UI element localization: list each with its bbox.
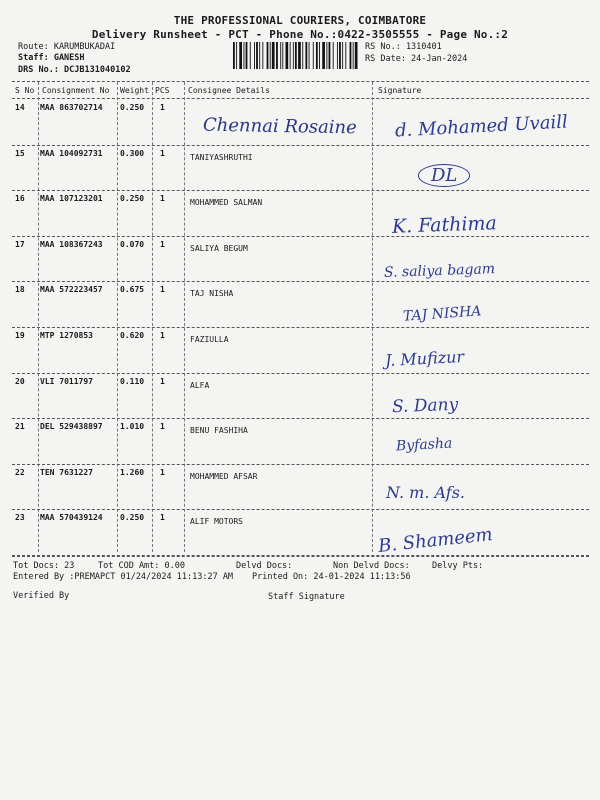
pieces-count: 1 (160, 376, 165, 386)
serial-number: 18 (15, 285, 25, 295)
serial-number: 23 (15, 513, 25, 523)
consignee-name: MOHAMMED AFSAR (190, 471, 258, 481)
col-weight-header: Weight (120, 86, 149, 95)
consignee-name: BENU FASHIHA (190, 426, 248, 436)
pieces-count: 1 (160, 148, 165, 158)
serial-number: 22 (15, 467, 25, 477)
col-divider (184, 82, 185, 552)
recipient-signature: K. Fathima (391, 212, 498, 239)
col-divider (117, 82, 118, 552)
weight-value: 0.675 (120, 285, 145, 295)
rs-date: RS Date: 24-Jan-2024 (365, 54, 468, 64)
consignment-number: MAA 107123201 (40, 194, 103, 204)
total-cod-amount: Tot COD Amt: 0.00 (98, 561, 185, 571)
route-label: Route: KARUMBUKADAI (18, 42, 116, 52)
consignee-name: SALIYA BEGUM (190, 243, 248, 253)
barcode (232, 42, 358, 69)
weight-value: 0.620 (120, 331, 145, 340)
serial-number: 16 (15, 194, 25, 204)
weight-value: 0.250 (120, 513, 145, 523)
row-separator (12, 418, 589, 419)
pieces-count: 1 (160, 285, 165, 295)
serial-number: 15 (15, 148, 25, 158)
consignment-number: MAA 863702714 (40, 103, 103, 112)
recipient-signature: S. saliya bagam (383, 260, 496, 281)
consignee-name: ALFA (190, 380, 210, 390)
footer-rule (12, 556, 589, 557)
drs-number: DRS No.: DCJB131040102 (18, 65, 131, 75)
pieces-count: 1 (160, 239, 165, 249)
row-separator (12, 145, 589, 146)
header-top-rule (12, 81, 589, 82)
recipient-signature: Byfasha (395, 435, 453, 455)
pieces-count: 1 (160, 194, 165, 204)
handwritten-consignee: Chennai Rosaine (202, 114, 357, 139)
delivery-points: Delvy Pts: (432, 561, 484, 571)
serial-number: 14 (15, 103, 25, 112)
row-separator (12, 190, 589, 191)
recipient-signature: TAJ NISHA (402, 303, 482, 326)
consignment-number: MTP 1270853 (40, 331, 93, 340)
weight-value: 0.250 (120, 103, 145, 112)
col-divider (372, 82, 373, 552)
row-separator (12, 373, 589, 374)
col-divider (38, 82, 39, 552)
weight-value: 0.300 (120, 148, 145, 158)
consignment-number: MAA 570439124 (40, 513, 103, 523)
col-pcs-header: PCS (155, 86, 170, 95)
row-separator (12, 236, 589, 237)
pieces-count: 1 (160, 103, 165, 112)
runsheet-subtitle: Delivery Runsheet - PCT - Phone No.:0422-3505555 - Page No.:2 (91, 28, 509, 41)
row-separator (12, 327, 589, 328)
delivered-docs: Delvd Docs: (236, 561, 293, 571)
entered-by: Entered By :PREMAPCT 01/24/2024 11:13:27 AM (13, 572, 234, 582)
weight-value: 0.250 (120, 194, 145, 204)
consignment-number: MAA 104092731 (40, 148, 103, 158)
consignment-number: MAA 572223457 (40, 285, 103, 295)
recipient-signature: DL (418, 164, 470, 187)
weight-value: 1.010 (120, 422, 145, 432)
total-docs: Tot Docs: 23 (13, 561, 75, 571)
staff-label: Staff: GANESH (18, 53, 85, 63)
col-divider (152, 82, 153, 552)
recipient-signature: B. Shameem (377, 524, 494, 558)
col-consignment-header: Consignment No (42, 86, 110, 95)
row-separator (12, 509, 589, 510)
rs-number: RS No.: 1310401 (365, 42, 442, 52)
verified-by-label: Verified By (13, 591, 70, 601)
non-delivered-docs: Non Delvd Docs: (333, 561, 410, 571)
pieces-count: 1 (160, 422, 165, 432)
serial-number: 17 (15, 239, 25, 249)
serial-number: 21 (15, 422, 25, 432)
weight-value: 0.110 (120, 376, 145, 386)
printed-on: Printed On: 24-01-2024 11:13:56 (252, 572, 411, 582)
consignment-number: TEN 7631227 (40, 467, 93, 477)
col-sno-header: S No (15, 86, 35, 95)
company-name: THE PROFESSIONAL COURIERS, COIMBATORE (173, 14, 427, 27)
consignment-number: VLI 7011797 (40, 376, 93, 386)
header-bottom-rule (12, 98, 589, 99)
pieces-count: 1 (160, 513, 165, 523)
row-separator (12, 464, 589, 465)
recipient-signature: d. Mohamed Uvaill (394, 111, 569, 142)
consignment-number: DEL 529438897 (40, 422, 103, 432)
serial-number: 19 (15, 331, 25, 340)
consignment-number: MAA 108367243 (40, 239, 103, 249)
row-separator (12, 281, 589, 282)
staff-signature-label: Staff Signature (268, 592, 345, 602)
consignee-name: TANIYASHRUTHI (190, 152, 253, 162)
consignee-name: FAZIULLA (190, 335, 229, 344)
weight-value: 1.260 (120, 467, 145, 477)
weight-value: 0.070 (120, 239, 145, 249)
recipient-signature: N. m. Afs. (386, 482, 465, 502)
serial-number: 20 (15, 376, 25, 386)
recipient-signature: J. Mufizur (384, 346, 465, 371)
pieces-count: 1 (160, 467, 165, 477)
col-signature-header: Signature (378, 86, 422, 95)
recipient-signature: S. Dany (391, 394, 459, 417)
consignee-name: TAJ NISHA (190, 289, 234, 299)
col-consignee-header: Consignee Details (188, 86, 270, 95)
pieces-count: 1 (160, 331, 165, 340)
consignee-name: MOHAMMED SALMAN (190, 198, 263, 208)
consignee-name: ALIF MOTORS (190, 517, 243, 527)
barcode-icon (232, 42, 358, 69)
